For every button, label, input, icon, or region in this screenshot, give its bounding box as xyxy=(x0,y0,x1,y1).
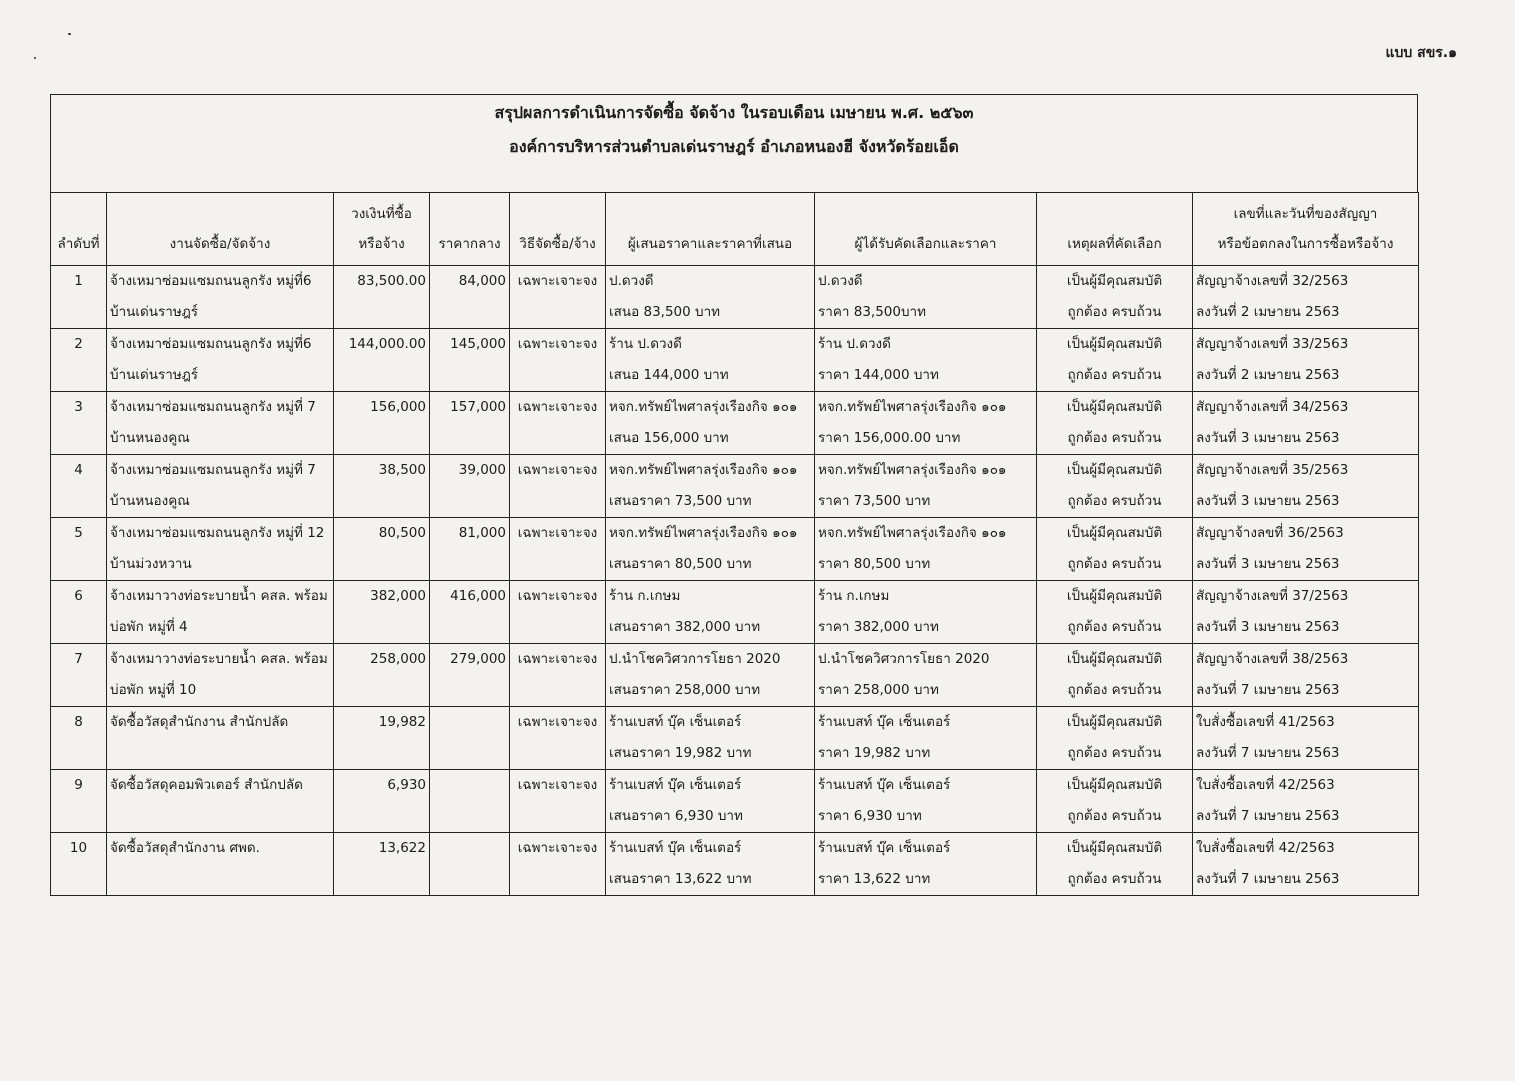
table-row xyxy=(51,392,1419,455)
cell-reason-text: เป็นผู้มีคุณสมบัติ xyxy=(1066,588,1163,604)
cell-work-text: จ้างเหมาวางท่อระบายน้ำ คสล. พร้อม xyxy=(110,588,328,604)
cell-contract-text: ลงวันที่ 2 เมษายน 2563 xyxy=(1196,367,1340,383)
cell-winner-text: ร้านเบสท์ บุ๊ค เซ็นเตอร์ xyxy=(818,714,951,730)
cell-method xyxy=(510,392,606,455)
cell-work xyxy=(107,770,334,833)
cell-budget xyxy=(334,770,430,833)
cell-contract-text: สัญญาจ้างลขที่ 36/2563 xyxy=(1196,525,1344,541)
col-header-budget: วงเงินที่ซื้อ หรือจ้าง xyxy=(334,193,430,266)
cell-bidder xyxy=(606,392,815,455)
cell-contract-text: ลงวันที่ 7 เมษายน 2563 xyxy=(1196,745,1340,761)
cell-winner-text: ร้านเบสท์ บุ๊ค เซ็นเตอร์ xyxy=(818,777,951,793)
cell-winner-text: หจก.ทรัพย์ไพศาลรุ่งเรืองกิจ ๑๐๑ xyxy=(818,525,1007,541)
cell-reason xyxy=(1037,770,1193,833)
cell-no xyxy=(51,770,107,833)
cell-bidder-text: หจก.ทรัพย์ไพศาลรุ่งเรืองกิจ ๑๐๑ xyxy=(609,462,798,478)
cell-method xyxy=(510,707,606,770)
cell-work xyxy=(107,833,334,896)
cell-median-price-text: 279,000 xyxy=(450,651,506,667)
cell-no xyxy=(51,455,107,518)
cell-reason-text: ถูกต้อง ครบถ้วน xyxy=(1067,871,1162,887)
cell-contract-text: ลงวันที่ 3 เมษายน 2563 xyxy=(1196,493,1340,509)
cell-method xyxy=(510,266,606,329)
cell-bidder xyxy=(606,518,815,581)
cell-reason xyxy=(1037,266,1193,329)
cell-contract xyxy=(1193,833,1419,896)
cell-work-text: บ่อพัก หมู่ที่ 4 xyxy=(110,619,188,635)
cell-no-text: 6 xyxy=(74,588,83,604)
cell-contract-text: สัญญาจ้างเลขที่ 32/2563 xyxy=(1196,273,1349,289)
cell-winner xyxy=(815,518,1037,581)
cell-work-text: บ้านหนองคูณ xyxy=(110,430,190,446)
col-header-method: วิธีจัดซื้อ/จ้าง xyxy=(510,193,606,266)
cell-reason-text: ถูกต้อง ครบถ้วน xyxy=(1067,493,1162,509)
cell-median-price xyxy=(430,455,510,518)
cell-median-price xyxy=(430,833,510,896)
cell-contract-text: ลงวันที่ 7 เมษายน 2563 xyxy=(1196,808,1340,824)
cell-contract-text: ลงวันที่ 3 เมษายน 2563 xyxy=(1196,556,1340,572)
cell-bidder-text: เสนอราคา 80,500 บาท xyxy=(609,556,752,572)
cell-work-text: จ้างเหมาซ่อมแซมถนนลูกรัง หมู่ที่ 7 xyxy=(110,399,316,415)
cell-method-text: เฉพาะเจาะจง xyxy=(517,525,598,541)
cell-reason-text: เป็นผู้มีคุณสมบัติ xyxy=(1066,714,1163,730)
cell-median-price xyxy=(430,581,510,644)
cell-budget xyxy=(334,581,430,644)
cell-reason-text: ถูกต้อง ครบถ้วน xyxy=(1067,682,1162,698)
cell-method-text: เฉพาะเจาะจง xyxy=(517,399,598,415)
cell-winner-text: ราคา 258,000 บาท xyxy=(818,682,939,698)
cell-no-text: 5 xyxy=(74,525,83,541)
cell-contract-text: ใบสั่งซื้อเลขที่ 41/2563 xyxy=(1196,714,1335,730)
cell-method-text: เฉพาะเจาะจง xyxy=(517,840,598,856)
cell-budget-text: 258,000 xyxy=(370,651,426,667)
cell-method-text: เฉพาะเจาะจง xyxy=(517,777,598,793)
cell-bidder-text: เสนอ 144,000 บาท xyxy=(609,367,729,383)
cell-median-price xyxy=(430,644,510,707)
cell-budget-text: 6,930 xyxy=(387,777,426,793)
cell-median-price xyxy=(430,770,510,833)
cell-budget-text: 382,000 xyxy=(370,588,426,604)
cell-no xyxy=(51,329,107,392)
cell-bidder xyxy=(606,266,815,329)
cell-no-text: 7 xyxy=(74,651,83,667)
cell-method-text: เฉพาะเจาะจง xyxy=(517,651,598,667)
cell-contract xyxy=(1193,644,1419,707)
cell-work xyxy=(107,518,334,581)
cell-work-text: บ้านเด่นราษฎร์ xyxy=(110,304,199,320)
cell-method xyxy=(510,455,606,518)
cell-method xyxy=(510,644,606,707)
cell-work-text: บ้านม่วงหวาน xyxy=(110,556,192,572)
cell-bidder-text: เสนอราคา 258,000 บาท xyxy=(609,682,761,698)
cell-no xyxy=(51,581,107,644)
cell-contract xyxy=(1193,770,1419,833)
cell-reason-text: เป็นผู้มีคุณสมบัติ xyxy=(1066,462,1163,478)
cell-bidder-text: ร้าน ก.เกษม xyxy=(609,588,681,604)
cell-no-text: 10 xyxy=(69,840,88,856)
procurement-table xyxy=(50,192,1419,896)
cell-winner xyxy=(815,581,1037,644)
cell-reason-text: เป็นผู้มีคุณสมบัติ xyxy=(1066,273,1163,289)
cell-bidder-text: ร้านเบสท์ บุ๊ค เซ็นเตอร์ xyxy=(609,840,742,856)
cell-reason xyxy=(1037,707,1193,770)
cell-bidder-text: ป.ดวงดี xyxy=(609,273,654,289)
cell-median-price xyxy=(430,329,510,392)
cell-winner xyxy=(815,770,1037,833)
cell-no xyxy=(51,392,107,455)
col-header-median-price: ราคากลาง xyxy=(430,193,510,266)
cell-work xyxy=(107,455,334,518)
cell-bidder xyxy=(606,770,815,833)
scan-speck xyxy=(68,33,71,35)
cell-bidder xyxy=(606,455,815,518)
cell-winner-text: ร้าน ก.เกษม xyxy=(818,588,890,604)
cell-reason-text: ถูกต้อง ครบถ้วน xyxy=(1067,304,1162,320)
cell-contract-text: สัญญาจ้างเลขที่ 34/2563 xyxy=(1196,399,1349,415)
cell-winner-text: หจก.ทรัพย์ไพศาลรุ่งเรืองกิจ ๑๐๑ xyxy=(818,462,1007,478)
cell-method xyxy=(510,770,606,833)
cell-reason-text: ถูกต้อง ครบถ้วน xyxy=(1067,367,1162,383)
cell-contract xyxy=(1193,707,1419,770)
cell-winner-text: ราคา 13,622 บาท xyxy=(818,871,931,887)
cell-bidder xyxy=(606,581,815,644)
table-row xyxy=(51,581,1419,644)
cell-winner-text: ป.นำโชควิศวการโยธา 2020 xyxy=(818,651,990,667)
table-row xyxy=(51,644,1419,707)
table-row xyxy=(51,266,1419,329)
cell-bidder xyxy=(606,707,815,770)
table-row xyxy=(51,770,1419,833)
cell-contract-text: ลงวันที่ 7 เมษายน 2563 xyxy=(1196,682,1340,698)
cell-no xyxy=(51,833,107,896)
cell-work xyxy=(107,581,334,644)
cell-contract xyxy=(1193,329,1419,392)
cell-winner-text: ป.ดวงดี xyxy=(818,273,863,289)
cell-budget-text: 144,000.00 xyxy=(348,336,426,352)
cell-no xyxy=(51,644,107,707)
table-row xyxy=(51,707,1419,770)
cell-work-text: จัดซื้อวัสดุสำนักงาน ศพด. xyxy=(110,840,260,856)
cell-contract xyxy=(1193,518,1419,581)
cell-bidder-text: ร้านเบสท์ บุ๊ค เซ็นเตอร์ xyxy=(609,777,742,793)
cell-method-text: เฉพาะเจาะจง xyxy=(517,462,598,478)
title-box xyxy=(50,94,1418,192)
cell-winner-text: ราคา 382,000 บาท xyxy=(818,619,939,635)
cell-reason-text: ถูกต้อง ครบถ้วน xyxy=(1067,430,1162,446)
cell-contract xyxy=(1193,266,1419,329)
cell-budget-text: 83,500.00 xyxy=(357,273,426,289)
cell-method-text: เฉพาะเจาะจง xyxy=(517,336,598,352)
cell-winner-text: ราคา 73,500 บาท xyxy=(818,493,931,509)
cell-reason xyxy=(1037,581,1193,644)
cell-contract-text: สัญญาจ้างเลขที่ 38/2563 xyxy=(1196,651,1349,667)
cell-winner-text: ร้าน ป.ดวงดี xyxy=(818,336,891,352)
cell-reason-text: เป็นผู้มีคุณสมบัติ xyxy=(1066,399,1163,415)
col-header-winner: ผู้ได้รับคัดเลือกและราคา xyxy=(815,193,1037,266)
cell-reason-text: ถูกต้อง ครบถ้วน xyxy=(1067,556,1162,572)
cell-bidder-text: เสนอราคา 382,000 บาท xyxy=(609,619,761,635)
cell-bidder-text: เสนอราคา 19,982 บาท xyxy=(609,745,752,761)
cell-work xyxy=(107,266,334,329)
cell-bidder xyxy=(606,833,815,896)
cell-reason-text: เป็นผู้มีคุณสมบัติ xyxy=(1066,525,1163,541)
cell-work-text: จ้างเหมาซ่อมแซมถนนลูกรัง หมู่ที่ 7 xyxy=(110,462,316,478)
cell-method xyxy=(510,329,606,392)
col-header-contract: เลขที่และวันที่ของสัญญา หรือข้อตกลงในการซื้อหรือจ้าง xyxy=(1193,193,1419,266)
cell-median-price-text: 39,000 xyxy=(458,462,506,478)
table-header-row xyxy=(51,193,1419,266)
cell-contract-text: ลงวันที่ 3 เมษายน 2563 xyxy=(1196,430,1340,446)
cell-budget-text: 38,500 xyxy=(378,462,426,478)
cell-work-text: บ่อพัก หมู่ที่ 10 xyxy=(110,682,197,698)
cell-reason xyxy=(1037,644,1193,707)
cell-work-text: จัดซื้อวัสดุคอมพิวเตอร์ สำนักปลัด xyxy=(110,777,303,793)
cell-median-price-text: 157,000 xyxy=(450,399,506,415)
cell-reason-text: เป็นผู้มีคุณสมบัติ xyxy=(1066,336,1163,352)
cell-no-text: 4 xyxy=(74,462,83,478)
cell-no xyxy=(51,518,107,581)
table-row xyxy=(51,518,1419,581)
cell-bidder-text: ป.นำโชควิศวการโยธา 2020 xyxy=(609,651,781,667)
cell-no-text: 8 xyxy=(74,714,83,730)
cell-method xyxy=(510,581,606,644)
cell-budget xyxy=(334,833,430,896)
cell-reason-text: เป็นผู้มีคุณสมบัติ xyxy=(1066,777,1163,793)
cell-work xyxy=(107,707,334,770)
cell-bidder-text: เสนอราคา 73,500 บาท xyxy=(609,493,752,509)
cell-winner xyxy=(815,266,1037,329)
col-header-work: งานจัดซื้อ/จัดจ้าง xyxy=(107,193,334,266)
cell-winner xyxy=(815,707,1037,770)
cell-method-text: เฉพาะเจาะจง xyxy=(517,588,598,604)
cell-median-price-text: 81,000 xyxy=(458,525,506,541)
cell-method-text: เฉพาะเจาะจง xyxy=(517,273,598,289)
cell-winner xyxy=(815,392,1037,455)
cell-winner xyxy=(815,644,1037,707)
cell-median-price xyxy=(430,392,510,455)
cell-work-text: จ้างเหมาซ่อมแซมถนนลูกรัง หมู่ที่6 xyxy=(110,273,312,289)
cell-work-text: จ้างเหมาซ่อมแซมถนนลูกรัง หมู่ที่6 xyxy=(110,336,312,352)
cell-median-price-text: 416,000 xyxy=(450,588,506,604)
cell-method xyxy=(510,518,606,581)
cell-method-text: เฉพาะเจาะจง xyxy=(517,714,598,730)
cell-work-text: จ้างเหมาวางท่อระบายน้ำ คสล. พร้อม xyxy=(110,651,328,667)
cell-contract xyxy=(1193,581,1419,644)
cell-winner-text: หจก.ทรัพย์ไพศาลรุ่งเรืองกิจ ๑๐๑ xyxy=(818,399,1007,415)
cell-work-text: จ้างเหมาซ่อมแซมถนนลูกรัง หมู่ที่ 12 xyxy=(110,525,325,541)
cell-no xyxy=(51,707,107,770)
cell-bidder-text: หจก.ทรัพย์ไพศาลรุ่งเรืองกิจ ๑๐๑ xyxy=(609,399,798,415)
cell-winner-text: ราคา 144,000 บาท xyxy=(818,367,939,383)
cell-budget xyxy=(334,707,430,770)
cell-no-text: 3 xyxy=(74,399,83,415)
cell-budget-text: 19,982 xyxy=(378,714,426,730)
table-row xyxy=(51,329,1419,392)
cell-bidder xyxy=(606,329,815,392)
cell-bidder-text: หจก.ทรัพย์ไพศาลรุ่งเรืองกิจ ๑๐๑ xyxy=(609,525,798,541)
col-header-reason: เหตุผลที่คัดเลือก xyxy=(1037,193,1193,266)
scan-speck xyxy=(34,57,36,59)
cell-no-text: 1 xyxy=(74,273,83,289)
cell-winner-text: ราคา 80,500 บาท xyxy=(818,556,931,572)
cell-winner xyxy=(815,833,1037,896)
col-header-bidders: ผู้เสนอราคาและราคาที่เสนอ xyxy=(606,193,815,266)
cell-contract-text: ลงวันที่ 7 เมษายน 2563 xyxy=(1196,871,1340,887)
cell-reason-text: ถูกต้อง ครบถ้วน xyxy=(1067,745,1162,761)
cell-reason xyxy=(1037,329,1193,392)
cell-median-price-text: 84,000 xyxy=(458,273,506,289)
cell-median-price xyxy=(430,518,510,581)
cell-winner-text: ราคา 83,500บาท xyxy=(818,304,927,320)
cell-reason xyxy=(1037,455,1193,518)
cell-work xyxy=(107,329,334,392)
cell-method xyxy=(510,833,606,896)
cell-reason xyxy=(1037,518,1193,581)
cell-no xyxy=(51,266,107,329)
cell-reason-text: ถูกต้อง ครบถ้วน xyxy=(1067,619,1162,635)
cell-no-text: 2 xyxy=(74,336,83,352)
cell-median-price xyxy=(430,266,510,329)
cell-reason-text: เป็นผู้มีคุณสมบัติ xyxy=(1066,840,1163,856)
table-row xyxy=(51,455,1419,518)
cell-budget xyxy=(334,455,430,518)
cell-contract-text: สัญญาจ้างเลขที่ 35/2563 xyxy=(1196,462,1349,478)
cell-work-text: บ้านเด่นราษฎร์ xyxy=(110,367,199,383)
cell-work xyxy=(107,392,334,455)
cell-work-text: จัดซื้อวัสดุสำนักงาน สำนักปลัด xyxy=(110,714,289,730)
cell-reason-text: ถูกต้อง ครบถ้วน xyxy=(1067,808,1162,824)
cell-winner-text: ราคา 19,982 บาท xyxy=(818,745,931,761)
cell-winner-text: ราคา 156,000.00 บาท xyxy=(818,430,961,446)
document xyxy=(50,94,1418,896)
cell-budget xyxy=(334,392,430,455)
cell-no-text: 9 xyxy=(74,777,83,793)
cell-bidder-text: ร้านเบสท์ บุ๊ค เซ็นเตอร์ xyxy=(609,714,742,730)
cell-reason-text: เป็นผู้มีคุณสมบัติ xyxy=(1066,651,1163,667)
cell-contract-text: ใบสั่งซื้อเลขที่ 42/2563 xyxy=(1196,777,1335,793)
cell-bidder-text: เสนอราคา 6,930 บาท xyxy=(609,808,743,824)
cell-bidder-text: เสนอราคา 13,622 บาท xyxy=(609,871,752,887)
page-subtitle: องค์การบริหารส่วนตำบลเด่นราษฎร์ อำเภอหนองฮี จังหวัดร้อยเอ็ด xyxy=(509,137,959,156)
cell-median-price xyxy=(430,707,510,770)
cell-winner xyxy=(815,329,1037,392)
cell-budget xyxy=(334,518,430,581)
cell-winner xyxy=(815,455,1037,518)
col-header-no: ลำดับที่ xyxy=(51,193,107,266)
cell-reason xyxy=(1037,392,1193,455)
cell-work-text: บ้านหนองคูณ xyxy=(110,493,190,509)
cell-bidder-text: เสนอ 83,500 บาท xyxy=(609,304,721,320)
form-code: แบบ สขร.๑ xyxy=(1385,45,1457,61)
cell-budget xyxy=(334,266,430,329)
cell-contract-text: สัญญาจ้างเลขที่ 37/2563 xyxy=(1196,588,1349,604)
page-title: สรุปผลการดำเนินการจัดซื้อ จัดจ้าง ในรอบเดือน เมษายน พ.ศ. ๒๕๖๓ xyxy=(494,103,974,122)
cell-winner-text: ราคา 6,930 บาท xyxy=(818,808,922,824)
cell-budget-text: 13,622 xyxy=(378,840,426,856)
cell-contract xyxy=(1193,455,1419,518)
cell-contract xyxy=(1193,392,1419,455)
cell-contract-text: ลงวันที่ 2 เมษายน 2563 xyxy=(1196,304,1340,320)
cell-budget xyxy=(334,644,430,707)
cell-bidder-text: ร้าน ป.ดวงดี xyxy=(609,336,682,352)
cell-budget-text: 80,500 xyxy=(378,525,426,541)
cell-winner-text: ร้านเบสท์ บุ๊ค เซ็นเตอร์ xyxy=(818,840,951,856)
cell-budget xyxy=(334,329,430,392)
cell-bidder-text: เสนอ 156,000 บาท xyxy=(609,430,729,446)
cell-reason xyxy=(1037,833,1193,896)
cell-contract-text: สัญญาจ้างเลขที่ 33/2563 xyxy=(1196,336,1349,352)
cell-median-price-text: 145,000 xyxy=(450,336,506,352)
cell-work xyxy=(107,644,334,707)
table-row xyxy=(51,833,1419,896)
cell-contract-text: ลงวันที่ 3 เมษายน 2563 xyxy=(1196,619,1340,635)
cell-bidder xyxy=(606,644,815,707)
cell-budget-text: 156,000 xyxy=(370,399,426,415)
cell-contract-text: ใบสั่งซื้อเลขที่ 42/2563 xyxy=(1196,840,1335,856)
